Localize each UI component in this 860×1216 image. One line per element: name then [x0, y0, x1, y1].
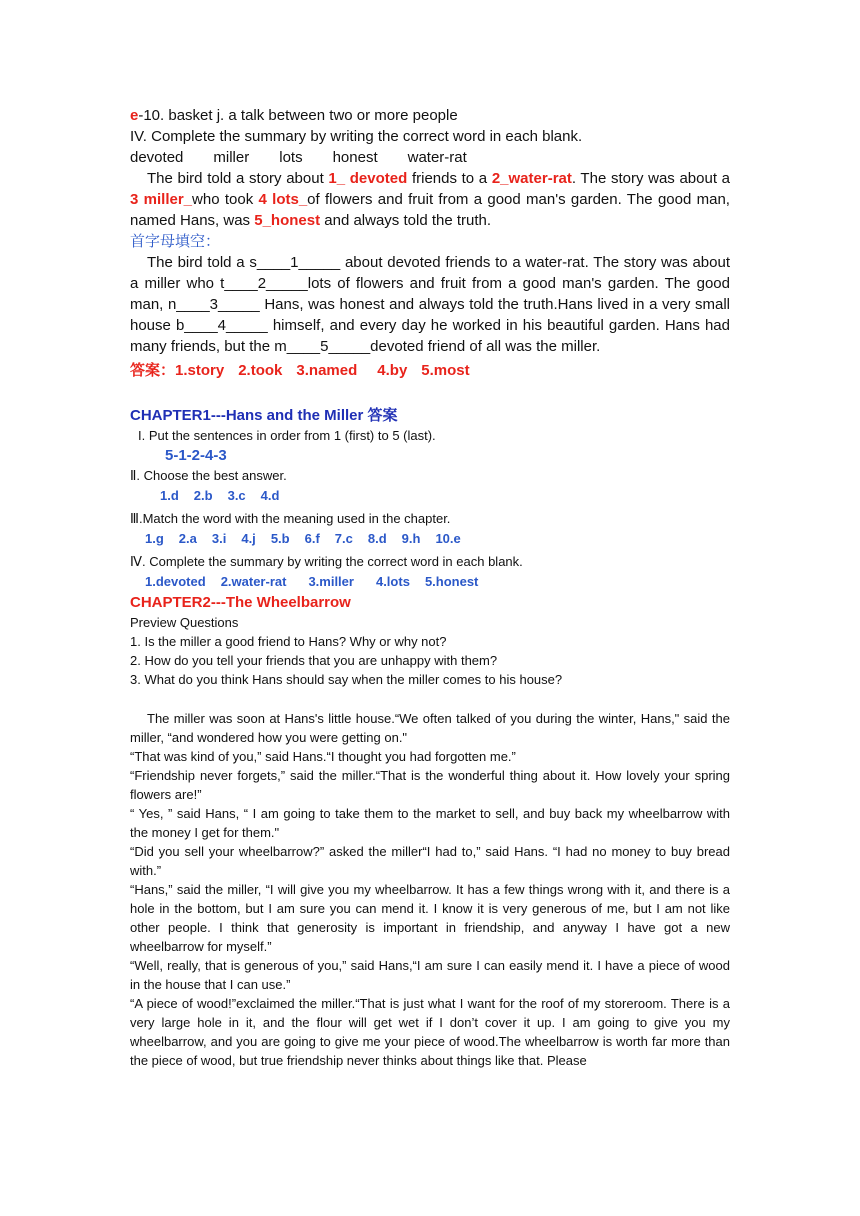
answer-item: 4.d — [260, 488, 280, 503]
chapter1-question-1: I. Put the sentences in order from 1 (first) to 5 (last). — [138, 428, 436, 443]
chapter1-question-3: Ⅲ.Match the word with the meaning used in the chapter. — [130, 511, 451, 526]
chapter1-question-4: Ⅳ. Complete the summary by writing the correct word in each blank. — [130, 554, 523, 569]
chapter1-answer-2 — [130, 485, 730, 506]
match-tail-line — [130, 105, 730, 126]
cloze-answer: 1.story — [175, 362, 225, 379]
chapter1-answer-3 — [130, 528, 730, 549]
answer-letter: e — [130, 107, 139, 124]
chapter1-title: CHAPTER1---Hans and the Miller 答案 — [130, 407, 398, 424]
summary-answer: 4 lots_ — [258, 191, 308, 208]
word-bank-item: water-rat — [407, 149, 467, 166]
document-page — [130, 105, 730, 1070]
summary-text: . The story was about a — [571, 170, 730, 187]
chapter1-answer-4 — [130, 571, 730, 592]
story-paragraph: “Friendship never forgets,” said the miller.“That is the wonderful thing about it. How lovely your spring flowers are!” — [130, 768, 730, 802]
summary-paragraph — [130, 168, 730, 231]
summary-heading: IV. Complete the summary by writing the correct word in each blank. — [130, 128, 583, 145]
answer-item: 4.lots — [375, 574, 410, 589]
answer-item: 3.i — [211, 531, 227, 546]
answer-item: 2.b — [193, 488, 213, 503]
word-bank-item: honest — [332, 149, 378, 166]
word-bank-item: lots — [279, 149, 303, 166]
answer-item: 10.e — [435, 531, 461, 546]
answer-item: 3.c — [227, 488, 246, 503]
summary-text: friends to a — [407, 170, 492, 187]
summary-text: The bird told a story about — [147, 170, 329, 187]
answer-item: 9.h — [401, 531, 421, 546]
story-paragraph: “Well, really, that is generous of you,” said Hans,“I am sure I can easily mend it. I have a piece of wood in the house that I can use.” — [130, 958, 730, 992]
preview-label: Preview Questions — [130, 615, 239, 630]
answer-item: 4.j — [241, 531, 256, 546]
cloze-answer: 4.by — [377, 362, 408, 379]
story-paragraph: “ Yes, ” said Hans, “ I am going to take them to the market to sell, and buy back my wheelbarrow with the money I get for them." — [130, 806, 730, 840]
summary-answer: 5_honest — [254, 212, 321, 229]
preview-question: 1. Is the miller a good friend to Hans? Why or why not? — [130, 634, 447, 649]
cloze-answer: 5.most — [421, 362, 470, 379]
summary-answer: 3 miller_ — [130, 191, 193, 208]
story-paragraph: The miller was soon at Hans's little house.“We often talked of you during the winter, Hans," said the miller, “and wondered how you were getting on." — [130, 711, 730, 745]
story-paragraph: “Hans,” said the miller, “I will give you my wheelbarrow. It has a few things wrong with it, and there is a hole in the bottom, but I am sure you can mend it. I know it is very generous of me, but I am not like other people. I think that generosity is important in friendship, and anyway I have got a new wheelbarrow for myself.” — [130, 882, 730, 954]
answer-item: 1.devoted — [145, 574, 206, 589]
chapter1-question-2: Ⅱ. Choose the best answer. — [130, 468, 287, 483]
summary-answer: 1_ devoted — [328, 170, 408, 187]
cloze-answer: 3.named — [296, 362, 358, 379]
cloze-heading: 首字母填空： — [130, 233, 221, 250]
word-bank — [130, 147, 730, 168]
answer-item: 8.d — [367, 531, 387, 546]
summary-text: of flowers and fruit from a good man's garden. The good man, named Hans, was — [130, 191, 730, 229]
story-paragraph: “That was kind of you,” said Hans.“I thought you had forgotten me.” — [130, 749, 516, 764]
cloze-paragraph: The bird told a s____1_____ about devoted friends to a water-rat. The story was about a miller who t____2_____lots of flowers and fruit from a good man's garden. The good man, n____3_____ Hans, was honest and always told the truth.Hans lived in a very small house b____4_____ himself, and every day he worked in his beautiful garden. Hans had many friends, but the m____5_____devoted friend of all was the miller. — [130, 254, 730, 355]
preview-question: 3. What do you think Hans should say when the miller comes to his house? — [130, 672, 563, 687]
match-item-text: -10. basket j. a talk between two or more people — [138, 107, 458, 124]
answer-item: 5.honest — [424, 574, 479, 589]
answer-item: 3.miller — [308, 574, 354, 589]
answer-item: 7.c — [334, 531, 353, 546]
story-paragraph: “Did you sell your wheelbarrow?” asked the miller“I had to,” said Hans. “I had no money to buy bread with.” — [130, 844, 730, 878]
preview-question: 2. How do you tell your friends that you are unhappy with them? — [130, 653, 498, 668]
word-bank-item: devoted — [130, 149, 184, 166]
summary-answer: 2_water-rat — [491, 170, 572, 187]
answers-label: 答案： — [130, 362, 176, 379]
story-paragraph: “A piece of wood!”exclaimed the miller.“That is just what I want for the roof of my storeroom. There is a very large hole in it, and the flour will get wet if I don’t cover it up. I am going to give you my wheelbarrow, and you are going to give me your piece of wood.The wheelbarrow is worth far more than the piece of wood, but true friendship never thinks about things like that. Please — [130, 996, 730, 1068]
summary-text: and always told the truth. — [320, 212, 492, 229]
summary-text: who took — [192, 191, 259, 208]
answer-item: 1.d — [160, 488, 179, 503]
answer-item: 5.b — [270, 531, 290, 546]
answer-item: 2.a — [178, 531, 197, 546]
answer-item: 1.g — [145, 531, 164, 546]
answer-item: 6.f — [304, 531, 320, 546]
chapter1-answer-1: 5-1-2-4-3 — [165, 447, 227, 464]
cloze-answers — [130, 360, 730, 381]
answer-item: 2.water-rat — [220, 574, 287, 589]
chapter2-title: CHAPTER2---The Wheelbarrow — [130, 594, 351, 611]
cloze-answer: 2.took — [238, 362, 283, 379]
word-bank-item: miller — [213, 149, 250, 166]
